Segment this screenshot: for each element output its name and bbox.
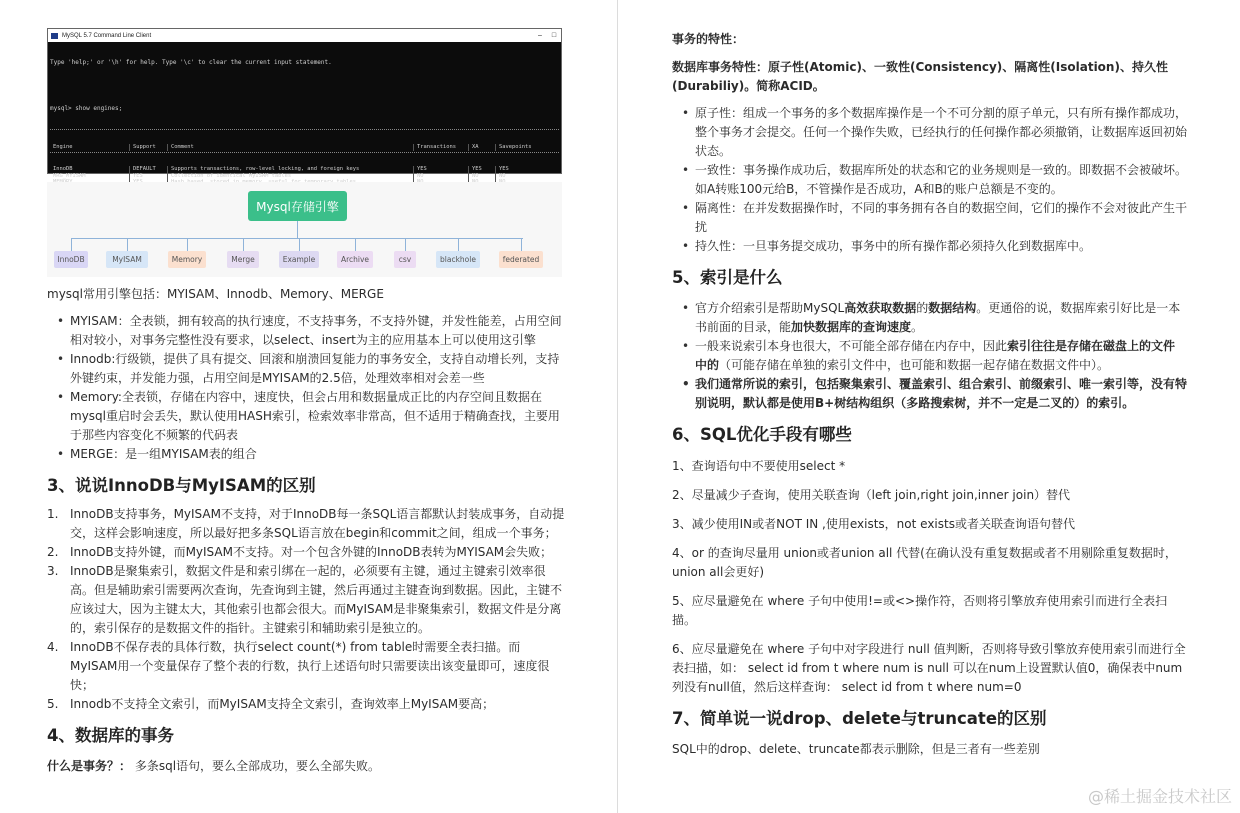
table-cell: YES (130, 173, 168, 180)
engine-node: blackhole (436, 251, 480, 268)
table-cell: MRG_MYISAM (50, 173, 130, 180)
list-item: • 隔离性：在并发数据操作时，不同的事务拥有各自的数据空间，它们的操作不会对彼此产生干扰 (695, 199, 1187, 237)
sql-opt-item: 2、尽量减少子查询，使用关联查询（left join,right join,inner join）替代 (672, 488, 1071, 502)
diagram-connector (243, 238, 244, 251)
table-cell: NO (469, 173, 496, 180)
right-column (672, 30, 1187, 759)
engine-node: Merge (227, 251, 259, 268)
page-divider (617, 0, 618, 813)
diagram-connector (187, 238, 188, 251)
diagram-connector (355, 238, 356, 251)
engine-diagram (47, 182, 562, 277)
minimize-icon[interactable]: – (538, 32, 542, 39)
section-heading-5: 5、索引是什么 (672, 268, 783, 287)
engines-table-header (50, 143, 559, 153)
col-transactions: Transactions (414, 144, 469, 151)
table-cell: YES (469, 166, 496, 173)
terminal-help-line: Type 'help;' or '\h' for help. Type '\c' to clear the current input statement. (50, 59, 332, 67)
transaction-definition: 什么是事务？： 多条sql语句，要么全部成功，要么全部失败。 (47, 759, 381, 773)
section-heading-7: 7、简单说一说drop、delete与truncate的区别 (672, 709, 1047, 728)
diagram-connector (71, 238, 72, 251)
transaction-features-title: 事务的特性： (672, 32, 745, 46)
list-item: 1. InnoDB支持事务，MyISAM不支持，对于InnoDB每一条SQL语言都默认封装成事务，自动提交，这样会影响速度，所以最好把多条SQL语言放在begin和commit之间，组成一个事务； (47, 507, 565, 540)
section-heading-4: 4、数据库的事务 (47, 726, 174, 745)
section-heading-6: 6、SQL优化手段有哪些 (672, 425, 852, 444)
table-cell: YES (414, 166, 469, 173)
index-list (672, 299, 1187, 413)
diagram-connector (127, 238, 128, 251)
engines-intro: mysql常用引擎包括：MYISAM、Innodb、Memory、MERGE (47, 287, 384, 301)
table-cell: NO (499, 172, 506, 179)
engine-node: InnoDB (54, 251, 88, 268)
diagram-connector (405, 238, 406, 251)
section-heading-3: 3、说说InnoDB与MyISAM的区别 (47, 476, 316, 495)
engine-node: Example (279, 251, 319, 268)
acid-summary: 数据库事务特性：原子性(Atomic)、一致性(Consistency)、隔离性(Isolation)、持久性(Durabiliy)。简称ACID。 (672, 60, 1168, 93)
col-savepoints: Savepoints (499, 143, 532, 150)
diagram-connector (521, 238, 522, 251)
diagram-connector (458, 238, 459, 251)
terminal-titlebar (48, 29, 561, 42)
diagram-connector (299, 238, 300, 251)
table-cell: Supports transactions, row-level locking, and foreign keys (168, 166, 414, 173)
diagram-connector (71, 238, 523, 239)
list-item: • 一致性：事务操作成功后，数据库所处的状态和它的业务规则是一致的。即数据不会被破坏。如A转账100元给B，不管操作是否成功，A和B的账户总额是不变的。 (695, 161, 1187, 199)
sql-opt-item: 4、or 的查询尽量用 union或者union all 代替(在确认没有重复数据或者不用剔除重复数据时，union all会更好) (672, 546, 1177, 579)
table-row (50, 166, 559, 173)
list-item: 5. Innodb不支持全文索引，而MyISAM支持全文索引，查询效率上MyISAM要高； (47, 697, 495, 711)
list-item: • MYISAM：全表锁，拥有较高的执行速度，不支持事务，不支持外键，并发性能差，占用空间相对较小，对事务完整性没有要求，以select、insert为主的应用基本上可以使用这引擎 (70, 312, 567, 350)
list-item: 2. InnoDB支持外键，而MyISAM不支持。对一个包含外键的InnoDB表转为MYISAM会失败； (47, 545, 553, 559)
watermark: @稀土掘金技术社区 (1087, 787, 1232, 806)
engine-list (47, 312, 567, 464)
drop-delete-truncate-intro: SQL中的drop、delete、truncate都表示删除，但是三者有一些差别 (672, 742, 1040, 756)
list-item: 4. InnoDB不保存表的具体行数，执行select count(*) from table时需要全表扫描。而MyISAM用一个变量保存了整个表的行数，执行上述语句时只需要读出该变量即可，速度很快； (47, 640, 550, 692)
table-cell: InnoDB (50, 166, 130, 173)
sql-opt-item: 1、查询语句中不要使用select * (672, 459, 846, 473)
acid-list (672, 104, 1187, 256)
terminal-command-line: mysql> show engines; (50, 104, 123, 112)
sql-opt-item: 5、应尽量避免在 where 子句中使用!=或<>操作符，否则将引擎放弃使用索引而进行全表扫描。 (672, 594, 1168, 627)
table-cell: NO (414, 173, 469, 180)
diagram-connector (297, 221, 298, 238)
col-comment: Comment (168, 144, 414, 151)
list-item: • 官方介绍索引是帮助MySQL高效获取数据的数据结构。更通俗的说，数据库索引好比是一本书前面的目录，能加快数据库的查询速度。 (695, 299, 1187, 337)
table-cell: YES (499, 165, 509, 172)
terminal-window-title: MySQL 5.7 Command Line Client (62, 32, 152, 39)
terminal-blank-line (50, 82, 559, 90)
engine-node: csv (394, 251, 416, 268)
sql-opt-item: 3、减少使用IN或者NOT IN ,使用exists，not exists或者关联查询语句替代 (672, 517, 1075, 531)
list-item: • MERGE：是一组MYISAM表的组合 (70, 445, 567, 464)
sql-opt-item: 6、应尽量避免在 where 子句中对字段进行 null 值判断，否则将导致引擎放弃使用索引而进行全表扫描，如： select id from t where num is null 可以在num上设置默认值0，确保表中num列没有null值，然后这样查询： select id from t where num=0 (672, 642, 1186, 694)
table-row (50, 173, 559, 180)
innodb-myisam-diff-list (47, 505, 567, 714)
engine-node: Memory (168, 251, 206, 268)
list-item: 3. InnoDB是聚集索引，数据文件是和索引绑在一起的，必须要有主键，通过主键索引效率很高。但是辅助索引需要两次查询，先查询到主键，然后再通过主键查询到数据。因此，主键不应该过大，因为主键太大，其他索引也都会很大。而MyISAM是非聚集索引，数据文件是分离的，索引保存的是数据文件的指针。主键索引和辅助索引是独立的。 (47, 564, 563, 635)
list-item: • 持久性：一旦事务提交成功，事务中的所有操作都必须持久化到数据库中。 (695, 237, 1187, 256)
col-engine: Engine (50, 144, 130, 151)
list-item: • 我们通常所说的索引，包括聚集索引、覆盖索引、组合索引、前缀索引、唯一索引等，没有特别说明，默认都是使用B+树结构组织（多路搜索树，并不一定是二叉的）的索引。 (695, 375, 1187, 413)
col-xa: XA (469, 144, 496, 151)
col-support: Support (130, 144, 168, 151)
engine-node: MyISAM (106, 251, 148, 268)
left-column (47, 28, 567, 776)
maximize-icon[interactable]: □ (551, 32, 557, 39)
engine-node: federated (499, 251, 543, 268)
mysql-terminal-screenshot (47, 28, 562, 179)
engine-diagram-root: Mysql存储引擎 (248, 191, 347, 221)
table-cell: Collection of identical MyISAM tables (168, 173, 414, 180)
table-cell: DEFAULT (130, 166, 168, 173)
list-item: • 一般来说索引本身也很大，不可能全部存储在内存中，因此索引往往是存储在磁盘上的文件中的（可能存储在单独的索引文件中，也可能和数据一起存储在数据文件中）。 (695, 337, 1187, 375)
list-item: • 原子性：组成一个事务的多个数据库操作是一个不可分割的原子单元，只有所有操作都成功，整个事务才会提交。任何一个操作失败，已经执行的任何操作都必须撤销，让数据库返回初始状态。 (695, 104, 1187, 161)
list-item: • Innodb:行级锁，提供了具有提交、回滚和崩溃回复能力的事务安全，支持自动增长列，支持外键约束，并发能力强，占用空间是MYISAM的2.5倍，处理效率相对会差一些 (70, 350, 567, 388)
terminal-app-icon (51, 33, 58, 39)
list-item: • Memory:全表锁，存储在内容中，速度快，但会占用和数据量成正比的内存空间且数据在mysql重启时会丢失，默认使用HASH索引，检索效率非常高，但不适用于精确查找，主要用于那些内容变化不频繁的代码表 (70, 388, 567, 445)
engine-node: Archive (337, 251, 373, 268)
